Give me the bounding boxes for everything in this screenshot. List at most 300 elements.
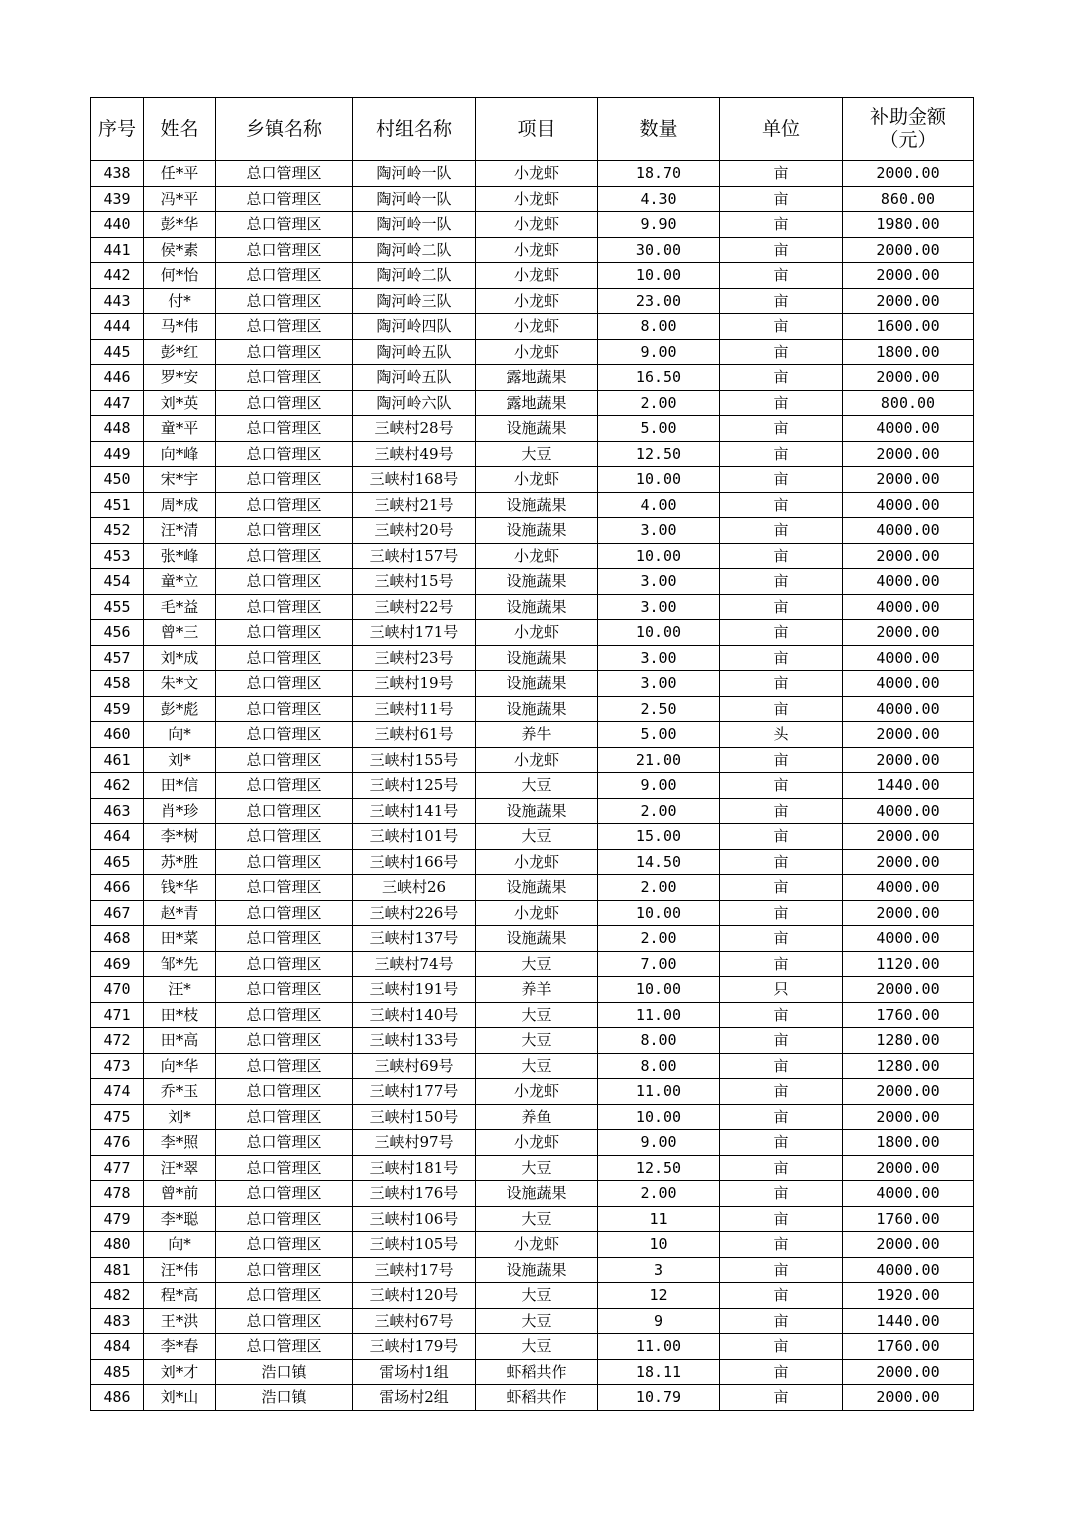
cell-name: 赵*青	[144, 900, 216, 926]
cell-project: 小龙虾	[476, 1232, 598, 1258]
table-row	[91, 1334, 974, 1360]
cell-unit: 亩	[720, 824, 843, 850]
cell-index: 465	[91, 849, 144, 875]
cell-project: 露地蔬果	[476, 390, 598, 416]
cell-amount: 4000.00	[843, 798, 974, 824]
cell-amount: 1280.00	[843, 1028, 974, 1054]
cell-village: 三峡村17号	[353, 1257, 476, 1283]
cell-name: 罗*安	[144, 365, 216, 391]
cell-quantity: 3.00	[598, 569, 720, 595]
cell-name: 侯*素	[144, 237, 216, 263]
cell-index: 447	[91, 390, 144, 416]
cell-index: 444	[91, 314, 144, 340]
cell-township: 总口管理区	[216, 492, 353, 518]
cell-amount: 4000.00	[843, 671, 974, 697]
cell-unit: 亩	[720, 314, 843, 340]
cell-name: 李*聪	[144, 1206, 216, 1232]
cell-name: 田*菜	[144, 926, 216, 952]
cell-village: 三峡村177号	[353, 1079, 476, 1105]
cell-project: 小龙虾	[476, 314, 598, 340]
cell-amount: 1760.00	[843, 1206, 974, 1232]
cell-name: 苏*胜	[144, 849, 216, 875]
table-row	[91, 926, 974, 952]
cell-project: 小龙虾	[476, 237, 598, 263]
cell-quantity: 4.30	[598, 186, 720, 212]
cell-index: 456	[91, 620, 144, 646]
cell-index: 483	[91, 1308, 144, 1334]
cell-index: 471	[91, 1002, 144, 1028]
cell-amount: 1440.00	[843, 773, 974, 799]
cell-quantity: 9.00	[598, 773, 720, 799]
cell-amount: 2000.00	[843, 900, 974, 926]
cell-unit: 亩	[720, 161, 843, 187]
cell-name: 朱*文	[144, 671, 216, 697]
cell-project: 养鱼	[476, 1104, 598, 1130]
table-row	[91, 467, 974, 493]
cell-name: 冯*平	[144, 186, 216, 212]
cell-village: 三峡村179号	[353, 1334, 476, 1360]
cell-quantity: 10.79	[598, 1385, 720, 1411]
cell-name: 毛*益	[144, 594, 216, 620]
cell-unit: 亩	[720, 1283, 843, 1309]
cell-village: 三峡村101号	[353, 824, 476, 850]
cell-quantity: 3.00	[598, 671, 720, 697]
cell-amount: 4000.00	[843, 1257, 974, 1283]
table-row	[91, 1053, 974, 1079]
cell-project: 小龙虾	[476, 849, 598, 875]
cell-quantity: 5.00	[598, 722, 720, 748]
cell-village: 三峡村191号	[353, 977, 476, 1003]
cell-township: 总口管理区	[216, 1257, 353, 1283]
cell-index: 451	[91, 492, 144, 518]
cell-amount: 1760.00	[843, 1002, 974, 1028]
cell-index: 472	[91, 1028, 144, 1054]
cell-village: 三峡村26	[353, 875, 476, 901]
cell-name: 汪*伟	[144, 1257, 216, 1283]
cell-index: 473	[91, 1053, 144, 1079]
cell-township: 总口管理区	[216, 1104, 353, 1130]
cell-quantity: 18.11	[598, 1359, 720, 1385]
cell-quantity: 3	[598, 1257, 720, 1283]
table-row	[91, 1028, 974, 1054]
cell-township: 总口管理区	[216, 543, 353, 569]
cell-amount: 2000.00	[843, 1079, 974, 1105]
cell-amount: 1280.00	[843, 1053, 974, 1079]
cell-project: 大豆	[476, 441, 598, 467]
cell-index: 445	[91, 339, 144, 365]
cell-village: 三峡村176号	[353, 1181, 476, 1207]
cell-quantity: 15.00	[598, 824, 720, 850]
cell-village: 雷场村1组	[353, 1359, 476, 1385]
cell-township: 总口管理区	[216, 1079, 353, 1105]
cell-unit: 亩	[720, 1308, 843, 1334]
cell-index: 485	[91, 1359, 144, 1385]
cell-village: 三峡村155号	[353, 747, 476, 773]
cell-quantity: 12	[598, 1283, 720, 1309]
cell-amount: 2000.00	[843, 467, 974, 493]
cell-unit: 亩	[720, 390, 843, 416]
cell-quantity: 9.90	[598, 212, 720, 238]
cell-quantity: 8.00	[598, 314, 720, 340]
table-row	[91, 1232, 974, 1258]
cell-index: 449	[91, 441, 144, 467]
cell-village: 三峡村106号	[353, 1206, 476, 1232]
table-row	[91, 620, 974, 646]
cell-quantity: 5.00	[598, 416, 720, 442]
cell-project: 设施蔬果	[476, 1257, 598, 1283]
cell-unit: 亩	[720, 875, 843, 901]
cell-index: 438	[91, 161, 144, 187]
cell-quantity: 11.00	[598, 1079, 720, 1105]
cell-unit: 亩	[720, 1359, 843, 1385]
cell-name: 彭*华	[144, 212, 216, 238]
cell-name: 付*	[144, 288, 216, 314]
cell-amount: 2000.00	[843, 849, 974, 875]
cell-unit: 亩	[720, 467, 843, 493]
cell-amount: 4000.00	[843, 696, 974, 722]
cell-township: 总口管理区	[216, 161, 353, 187]
cell-index: 460	[91, 722, 144, 748]
cell-project: 小龙虾	[476, 900, 598, 926]
table-row	[91, 1155, 974, 1181]
cell-index: 463	[91, 798, 144, 824]
cell-township: 总口管理区	[216, 747, 353, 773]
cell-unit: 亩	[720, 620, 843, 646]
cell-township: 总口管理区	[216, 467, 353, 493]
table-row	[91, 951, 974, 977]
cell-name: 刘*成	[144, 645, 216, 671]
cell-unit: 亩	[720, 951, 843, 977]
cell-village: 三峡村49号	[353, 441, 476, 467]
cell-township: 总口管理区	[216, 339, 353, 365]
cell-amount: 2000.00	[843, 1155, 974, 1181]
cell-index: 454	[91, 569, 144, 595]
cell-project: 大豆	[476, 824, 598, 850]
cell-township: 总口管理区	[216, 416, 353, 442]
cell-township: 总口管理区	[216, 1334, 353, 1360]
cell-name: 向*华	[144, 1053, 216, 1079]
cell-project: 设施蔬果	[476, 1181, 598, 1207]
cell-quantity: 2.00	[598, 390, 720, 416]
cell-name: 李*春	[144, 1334, 216, 1360]
cell-name: 刘*山	[144, 1385, 216, 1411]
cell-township: 总口管理区	[216, 263, 353, 289]
cell-township: 总口管理区	[216, 926, 353, 952]
cell-unit: 亩	[720, 1257, 843, 1283]
cell-unit: 亩	[720, 798, 843, 824]
cell-name: 向*	[144, 1232, 216, 1258]
cell-amount: 2000.00	[843, 237, 974, 263]
cell-project: 虾稻共作	[476, 1359, 598, 1385]
cell-project: 大豆	[476, 1053, 598, 1079]
cell-township: 总口管理区	[216, 696, 353, 722]
cell-project: 大豆	[476, 1308, 598, 1334]
table-row	[91, 1206, 974, 1232]
table-row	[91, 722, 974, 748]
cell-village: 三峡村157号	[353, 543, 476, 569]
cell-township: 总口管理区	[216, 186, 353, 212]
table-row	[91, 288, 974, 314]
cell-quantity: 14.50	[598, 849, 720, 875]
cell-township: 总口管理区	[216, 1155, 353, 1181]
cell-amount: 2000.00	[843, 543, 974, 569]
cell-index: 439	[91, 186, 144, 212]
cell-township: 总口管理区	[216, 288, 353, 314]
cell-quantity: 11.00	[598, 1334, 720, 1360]
cell-unit: 亩	[720, 288, 843, 314]
cell-unit: 亩	[720, 671, 843, 697]
table-row	[91, 645, 974, 671]
cell-village: 三峡村67号	[353, 1308, 476, 1334]
cell-project: 小龙虾	[476, 467, 598, 493]
cell-amount: 2000.00	[843, 977, 974, 1003]
cell-amount: 1800.00	[843, 1130, 974, 1156]
cell-index: 477	[91, 1155, 144, 1181]
cell-name: 刘*	[144, 1104, 216, 1130]
cell-name: 任*平	[144, 161, 216, 187]
cell-quantity: 2.00	[598, 798, 720, 824]
cell-project: 小龙虾	[476, 747, 598, 773]
cell-amount: 800.00	[843, 390, 974, 416]
cell-township: 总口管理区	[216, 645, 353, 671]
cell-unit: 亩	[720, 186, 843, 212]
cell-index: 481	[91, 1257, 144, 1283]
col-header-project: 项目	[476, 98, 598, 161]
cell-village: 陶河岭四队	[353, 314, 476, 340]
cell-amount: 1920.00	[843, 1283, 974, 1309]
cell-unit: 亩	[720, 1104, 843, 1130]
table-row	[91, 492, 974, 518]
cell-name: 何*怡	[144, 263, 216, 289]
table-row	[91, 1104, 974, 1130]
cell-index: 448	[91, 416, 144, 442]
cell-name: 田*枝	[144, 1002, 216, 1028]
cell-quantity: 8.00	[598, 1053, 720, 1079]
cell-village: 陶河岭六队	[353, 390, 476, 416]
cell-amount: 4000.00	[843, 875, 974, 901]
cell-township: 总口管理区	[216, 671, 353, 697]
table-row	[91, 1181, 974, 1207]
cell-quantity: 10.00	[598, 467, 720, 493]
cell-quantity: 10.00	[598, 620, 720, 646]
cell-village: 三峡村20号	[353, 518, 476, 544]
cell-unit: 亩	[720, 1232, 843, 1258]
cell-project: 设施蔬果	[476, 569, 598, 595]
cell-name: 马*伟	[144, 314, 216, 340]
table-row	[91, 747, 974, 773]
cell-unit: 亩	[720, 1130, 843, 1156]
cell-amount: 2000.00	[843, 620, 974, 646]
cell-unit: 头	[720, 722, 843, 748]
cell-name: 肖*珍	[144, 798, 216, 824]
table-row	[91, 314, 974, 340]
cell-village: 三峡村168号	[353, 467, 476, 493]
cell-unit: 亩	[720, 926, 843, 952]
cell-index: 476	[91, 1130, 144, 1156]
cell-index: 479	[91, 1206, 144, 1232]
cell-unit: 亩	[720, 569, 843, 595]
cell-amount: 2000.00	[843, 288, 974, 314]
table-row	[91, 1130, 974, 1156]
cell-quantity: 10.00	[598, 543, 720, 569]
cell-township: 总口管理区	[216, 1283, 353, 1309]
cell-project: 小龙虾	[476, 543, 598, 569]
table-row	[91, 186, 974, 212]
cell-quantity: 11.00	[598, 1002, 720, 1028]
cell-name: 曾*前	[144, 1181, 216, 1207]
cell-quantity: 2.50	[598, 696, 720, 722]
cell-unit: 亩	[720, 212, 843, 238]
table-row	[91, 1308, 974, 1334]
cell-village: 陶河岭一队	[353, 186, 476, 212]
cell-amount: 4000.00	[843, 645, 974, 671]
cell-project: 大豆	[476, 1334, 598, 1360]
cell-index: 441	[91, 237, 144, 263]
cell-name: 刘*才	[144, 1359, 216, 1385]
cell-project: 大豆	[476, 1002, 598, 1028]
cell-village: 三峡村133号	[353, 1028, 476, 1054]
cell-name: 张*峰	[144, 543, 216, 569]
cell-township: 总口管理区	[216, 1308, 353, 1334]
cell-index: 461	[91, 747, 144, 773]
cell-village: 三峡村105号	[353, 1232, 476, 1258]
cell-name: 彭*红	[144, 339, 216, 365]
cell-township: 总口管理区	[216, 1181, 353, 1207]
cell-unit: 亩	[720, 416, 843, 442]
cell-project: 露地蔬果	[476, 365, 598, 391]
cell-name: 童*平	[144, 416, 216, 442]
cell-quantity: 3.00	[598, 518, 720, 544]
cell-village: 三峡村150号	[353, 1104, 476, 1130]
col-header-index: 序号	[91, 98, 144, 161]
cell-amount: 2000.00	[843, 722, 974, 748]
cell-index: 475	[91, 1104, 144, 1130]
cell-amount: 2000.00	[843, 747, 974, 773]
cell-unit: 亩	[720, 441, 843, 467]
cell-index: 440	[91, 212, 144, 238]
cell-unit: 亩	[720, 773, 843, 799]
cell-village: 陶河岭五队	[353, 365, 476, 391]
cell-village: 三峡村74号	[353, 951, 476, 977]
cell-amount: 2000.00	[843, 1104, 974, 1130]
cell-name: 向*峰	[144, 441, 216, 467]
cell-index: 453	[91, 543, 144, 569]
cell-township: 总口管理区	[216, 365, 353, 391]
header-row	[91, 98, 974, 161]
cell-project: 小龙虾	[476, 263, 598, 289]
cell-project: 设施蔬果	[476, 671, 598, 697]
cell-name: 彭*彪	[144, 696, 216, 722]
cell-village: 三峡村137号	[353, 926, 476, 952]
cell-index: 470	[91, 977, 144, 1003]
cell-township: 总口管理区	[216, 773, 353, 799]
cell-amount: 2000.00	[843, 263, 974, 289]
cell-quantity: 10.00	[598, 900, 720, 926]
cell-village: 三峡村141号	[353, 798, 476, 824]
cell-project: 大豆	[476, 1155, 598, 1181]
cell-township: 总口管理区	[216, 798, 353, 824]
cell-index: 464	[91, 824, 144, 850]
cell-index: 467	[91, 900, 144, 926]
cell-township: 总口管理区	[216, 900, 353, 926]
cell-village: 三峡村171号	[353, 620, 476, 646]
cell-amount: 4000.00	[843, 926, 974, 952]
cell-quantity: 12.50	[598, 1155, 720, 1181]
cell-village: 三峡村166号	[353, 849, 476, 875]
cell-amount: 2000.00	[843, 161, 974, 187]
cell-amount: 4000.00	[843, 1181, 974, 1207]
cell-unit: 亩	[720, 263, 843, 289]
cell-project: 小龙虾	[476, 288, 598, 314]
cell-quantity: 10.00	[598, 977, 720, 1003]
cell-amount: 860.00	[843, 186, 974, 212]
table-row	[91, 594, 974, 620]
cell-quantity: 21.00	[598, 747, 720, 773]
cell-quantity: 2.00	[598, 926, 720, 952]
cell-township: 总口管理区	[216, 1232, 353, 1258]
cell-unit: 亩	[720, 365, 843, 391]
cell-quantity: 12.50	[598, 441, 720, 467]
cell-unit: 只	[720, 977, 843, 1003]
cell-village: 三峡村69号	[353, 1053, 476, 1079]
cell-unit: 亩	[720, 237, 843, 263]
cell-quantity: 16.50	[598, 365, 720, 391]
cell-index: 486	[91, 1385, 144, 1411]
cell-unit: 亩	[720, 1053, 843, 1079]
cell-project: 小龙虾	[476, 339, 598, 365]
cell-quantity: 7.00	[598, 951, 720, 977]
cell-project: 养羊	[476, 977, 598, 1003]
table-row	[91, 671, 974, 697]
cell-township: 总口管理区	[216, 518, 353, 544]
cell-township: 总口管理区	[216, 314, 353, 340]
table-row	[91, 824, 974, 850]
cell-township: 总口管理区	[216, 441, 353, 467]
cell-project: 大豆	[476, 1028, 598, 1054]
cell-project: 设施蔬果	[476, 926, 598, 952]
cell-amount: 4000.00	[843, 492, 974, 518]
cell-quantity: 10.00	[598, 263, 720, 289]
cell-village: 三峡村61号	[353, 722, 476, 748]
cell-township: 总口管理区	[216, 1053, 353, 1079]
cell-name: 向*	[144, 722, 216, 748]
cell-unit: 亩	[720, 339, 843, 365]
cell-quantity: 18.70	[598, 161, 720, 187]
col-header-quantity: 数量	[598, 98, 720, 161]
cell-amount: 1600.00	[843, 314, 974, 340]
cell-township: 总口管理区	[216, 849, 353, 875]
cell-quantity: 3.00	[598, 645, 720, 671]
cell-project: 养牛	[476, 722, 598, 748]
cell-name: 王*洪	[144, 1308, 216, 1334]
cell-quantity: 30.00	[598, 237, 720, 263]
cell-township: 总口管理区	[216, 237, 353, 263]
cell-village: 三峡村23号	[353, 645, 476, 671]
cell-amount: 2000.00	[843, 441, 974, 467]
cell-name: 汪*	[144, 977, 216, 1003]
table-row	[91, 1002, 974, 1028]
cell-amount: 1800.00	[843, 339, 974, 365]
cell-amount: 1120.00	[843, 951, 974, 977]
cell-village: 三峡村97号	[353, 1130, 476, 1156]
cell-unit: 亩	[720, 1079, 843, 1105]
cell-township: 浩口镇	[216, 1359, 353, 1385]
table-row	[91, 1079, 974, 1105]
cell-index: 466	[91, 875, 144, 901]
table-row	[91, 441, 974, 467]
table-row	[91, 390, 974, 416]
table-row	[91, 977, 974, 1003]
